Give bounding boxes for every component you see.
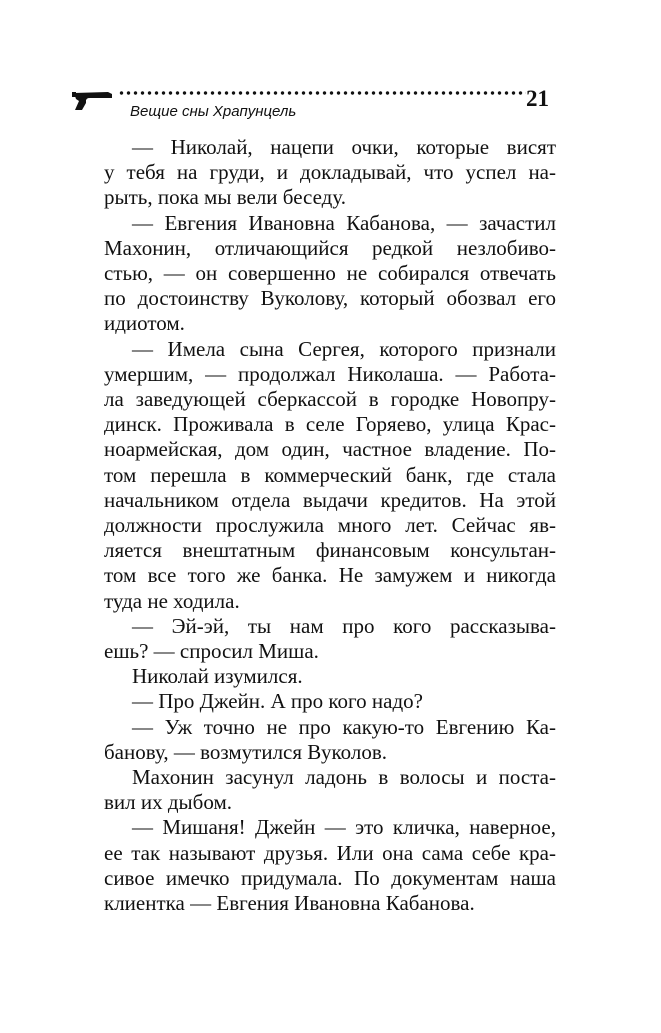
page-number: 21 — [526, 86, 549, 111]
text-line: ла заведующей сберкассой в городке Новопру- — [104, 387, 556, 412]
text-line: — Про Джейн. А про кого надо? — [132, 689, 423, 714]
text-line: стью, — он совершенно не собирался отвечать — [104, 261, 556, 286]
text-line: Махонин засунул ладонь в волосы и поста- — [132, 765, 556, 790]
text-line: ее так называют друзья. Или она сама себе кра- — [104, 840, 556, 865]
dotted-rule — [118, 90, 526, 96]
text-line: Махонин, отличающийся редкой незлобиво- — [104, 235, 556, 260]
text-line: ноармейская, дом один, частное владение. По- — [104, 437, 556, 462]
text-line: банову, — возмутился Вуколов. — [104, 739, 388, 764]
text-line: — Николай, нацепи очки, которые висят — [132, 135, 556, 159]
text-line: у тебя на груди, и докладывай, что успел на- — [104, 160, 556, 185]
text-line: — Имела сына Сергея, которого признали — [132, 336, 556, 361]
text-line: вил их дыбом. — [104, 790, 232, 815]
pistol-icon — [72, 89, 114, 111]
body-text — [104, 135, 556, 916]
text-line: по достоинству Вуколову, который обозвал его — [104, 286, 556, 311]
text-line: ляется внештатным финансовым консультан- — [104, 538, 556, 563]
text-line: ешь? — спросил Миша. — [104, 639, 319, 664]
text-line: должности прослужила много лет. Сейчас яв- — [104, 513, 556, 538]
text-line: — Мишаня! Джейн — это кличка, наверное, — [132, 815, 556, 840]
text-line: — Евгения Ивановна Кабанова, — зачастил — [132, 210, 556, 235]
text-line: рыть, пока мы вели беседу. — [104, 185, 346, 210]
text-line: том перешла в коммерческий банк, где стала — [104, 462, 556, 487]
text-line: умершим, — продолжал Николаша. — Работа- — [104, 361, 556, 386]
text-line: начальником отдела выдачи кредитов. На этой — [104, 487, 556, 512]
text-line: сивое имечко придумала. По документам наша — [104, 865, 556, 890]
text-line: — Уж точно не про какую-то Евгению Ка- — [132, 714, 556, 739]
text-line: идиотом. — [104, 311, 185, 336]
text-line: клиентка — Евгения Ивановна Кабанова. — [104, 891, 475, 916]
text-line: том все того же банка. Не замужем и никогда — [104, 563, 556, 588]
page-header — [0, 0, 661, 130]
text-line: Николай изумился. — [132, 664, 303, 689]
text-line: — Эй-эй, ты нам про кого рассказыва- — [132, 613, 556, 638]
text-line: динск. Проживала в селе Горяево, улица Крас- — [104, 412, 556, 437]
text-line: туда не ходила. — [104, 588, 240, 613]
running-title: Вещие сны Храпунцель — [130, 103, 297, 120]
